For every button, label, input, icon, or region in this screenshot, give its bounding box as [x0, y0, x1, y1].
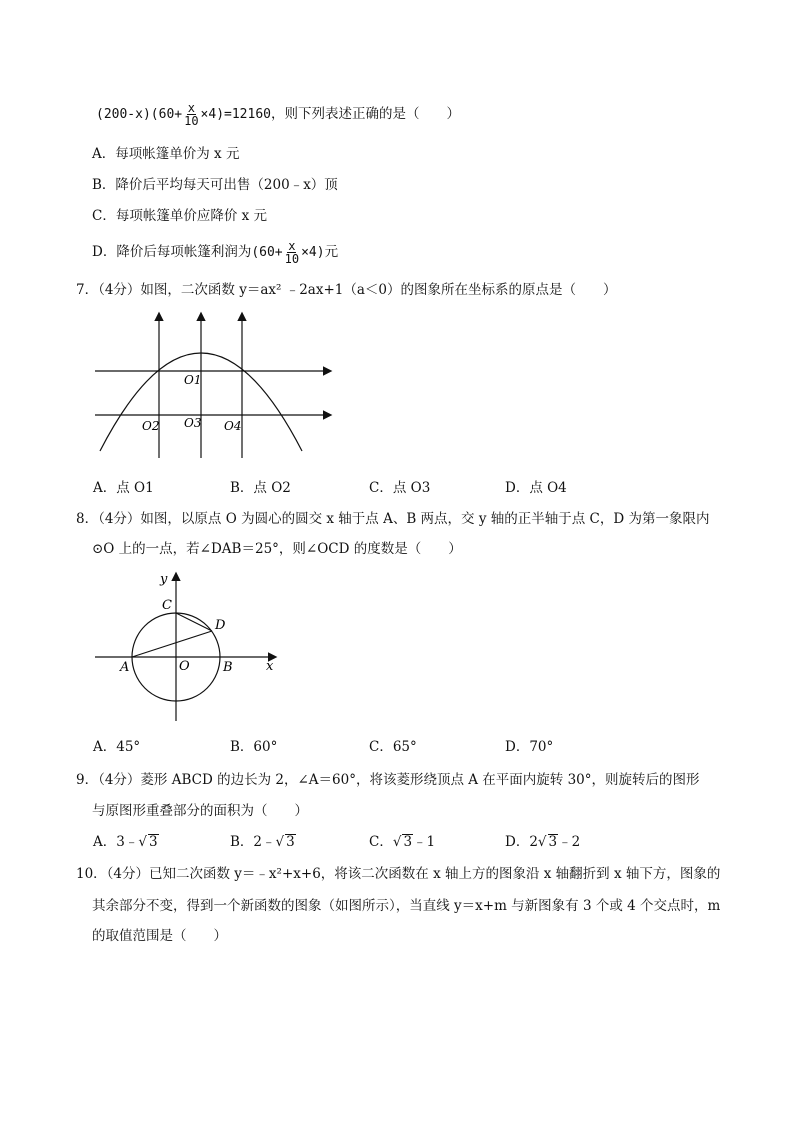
q6-option-d-frac-num: x	[288, 239, 296, 253]
q6-equation-fraction	[183, 102, 199, 127]
q9-option-a-radicand: 3	[148, 834, 158, 850]
q8-option-b: B．60°	[230, 739, 278, 755]
q8-figure	[90, 566, 290, 726]
sqrt-sign-icon: √	[275, 834, 285, 850]
q6-equation-right: ×4)=12160	[200, 107, 271, 122]
q7-label-o1: O1	[184, 373, 202, 387]
q8-label-b: B	[223, 660, 233, 675]
q9-option-c-pre: C．	[369, 834, 393, 850]
q6-option-d-left: (60+	[251, 245, 283, 260]
q6-option-c: C．每项帐篷单价应降价 x 元	[92, 208, 268, 224]
q9-option-c-post: ﹣1	[413, 834, 436, 850]
q7-label-o3: O3	[184, 416, 202, 430]
q6-frac-den: 10	[184, 114, 199, 128]
q8-label-c: C	[162, 598, 172, 613]
q7-option-b: B．点 O2	[230, 480, 291, 496]
q8-option-c: C．65°	[369, 739, 417, 755]
q9-stem-line-2: 与原图形重叠部分的面积为（ ）	[92, 803, 308, 819]
q6-option-d	[92, 240, 338, 265]
sqrt-sign-icon: √	[392, 834, 402, 850]
q8-segment-cd	[176, 613, 212, 631]
q7-stem: 7．（4分）如图，二次函数 y＝ax² ﹣2ax+1（a＜0）的图象所在坐标系的原点是（ ）	[76, 282, 617, 298]
q7-label-o2: O2	[142, 419, 160, 433]
q7-label-o4: O4	[224, 419, 242, 433]
q10-stem-line-3: 的取值范围是（ ）	[92, 928, 227, 944]
q9-option-b-radicand: 3	[286, 834, 295, 850]
q6-option-d-right: ×4)	[301, 245, 325, 260]
q9-option-b	[230, 832, 296, 852]
q6-option-d-frac-den: 10	[284, 252, 300, 266]
q6-equation-line	[96, 102, 460, 127]
q6-option-a: A．每项帐篷单价为 x 元	[92, 146, 240, 162]
q10-stem-line-1: 10．（4分）已知二次函数 y＝﹣x²+x+6，将该二次函数在 x 轴上方的图象沿 x 轴翻折到 x 轴下方，图象的	[76, 866, 721, 882]
q8-stem-line-2: ⊙O 上的一点，若∠DAB＝25°，则∠OCD 的度数是（ ）	[92, 541, 462, 557]
q9-option-c-radicand: 3	[403, 834, 413, 850]
q6-equation-left: (200-x)(60+	[96, 107, 183, 122]
q10-stem-line-2: 其余部分不变，得到一个新函数的图象（如图所示），当直线 y＝x+m 与新图象有 3 个或 4 个交点时，m	[92, 898, 721, 914]
q7-option-c: C．点 O3	[369, 480, 431, 496]
q6-option-d-suffix: 元	[324, 244, 339, 260]
q9-option-d-post: ﹣2	[558, 834, 581, 850]
q8-option-d: D．70°	[505, 739, 554, 755]
q7-option-d: D．点 O4	[505, 480, 567, 496]
q9-option-c	[369, 832, 435, 852]
q9-option-d	[505, 832, 580, 852]
q8-label-d: D	[215, 618, 226, 633]
q6-prompt: ，则下列表述正确的是（ ）	[271, 106, 460, 122]
q9-stem-line-1: 9．（4分）菱形 ABCD 的边长为 2，∠A＝60°，将该菱形绕顶点 A 在平面内旋转 30°，则旋转后的图形	[76, 772, 700, 788]
q6-option-d-fraction	[284, 240, 300, 265]
q9-option-a	[93, 832, 159, 852]
q9-option-b-pre: B．2﹣	[230, 834, 276, 850]
sqrt-sign-icon: √	[138, 834, 147, 850]
q9-option-d-radicand: 3	[548, 834, 558, 850]
q6-option-b: B．降价后平均每天可出售（200﹣x）顶	[92, 177, 338, 193]
q7-option-a: A．点 O1	[93, 480, 154, 496]
q6-frac-num: x	[187, 101, 195, 115]
q9-option-d-pre: D．2	[505, 834, 538, 850]
q8-label-x: x	[266, 659, 274, 674]
q8-label-o: O	[179, 659, 190, 674]
q8-label-a: A	[120, 660, 130, 675]
q8-option-a: A．45°	[93, 739, 141, 755]
q8-stem-line-1: 8．（4分）如图，以原点 O 为圆心的圆交 x 轴于点 A、B 两点，交 y 轴的正半轴于点 C，D 为第一象限内	[76, 511, 710, 527]
q8-segment-ad	[132, 631, 212, 657]
sqrt-sign-icon: √	[537, 834, 547, 850]
q8-label-y: y	[160, 572, 168, 587]
q7-figure	[90, 306, 340, 466]
q6-option-d-prefix: D．降价后每项帐篷利润为	[92, 244, 252, 260]
q9-option-a-pre: A．3﹣	[93, 834, 139, 850]
